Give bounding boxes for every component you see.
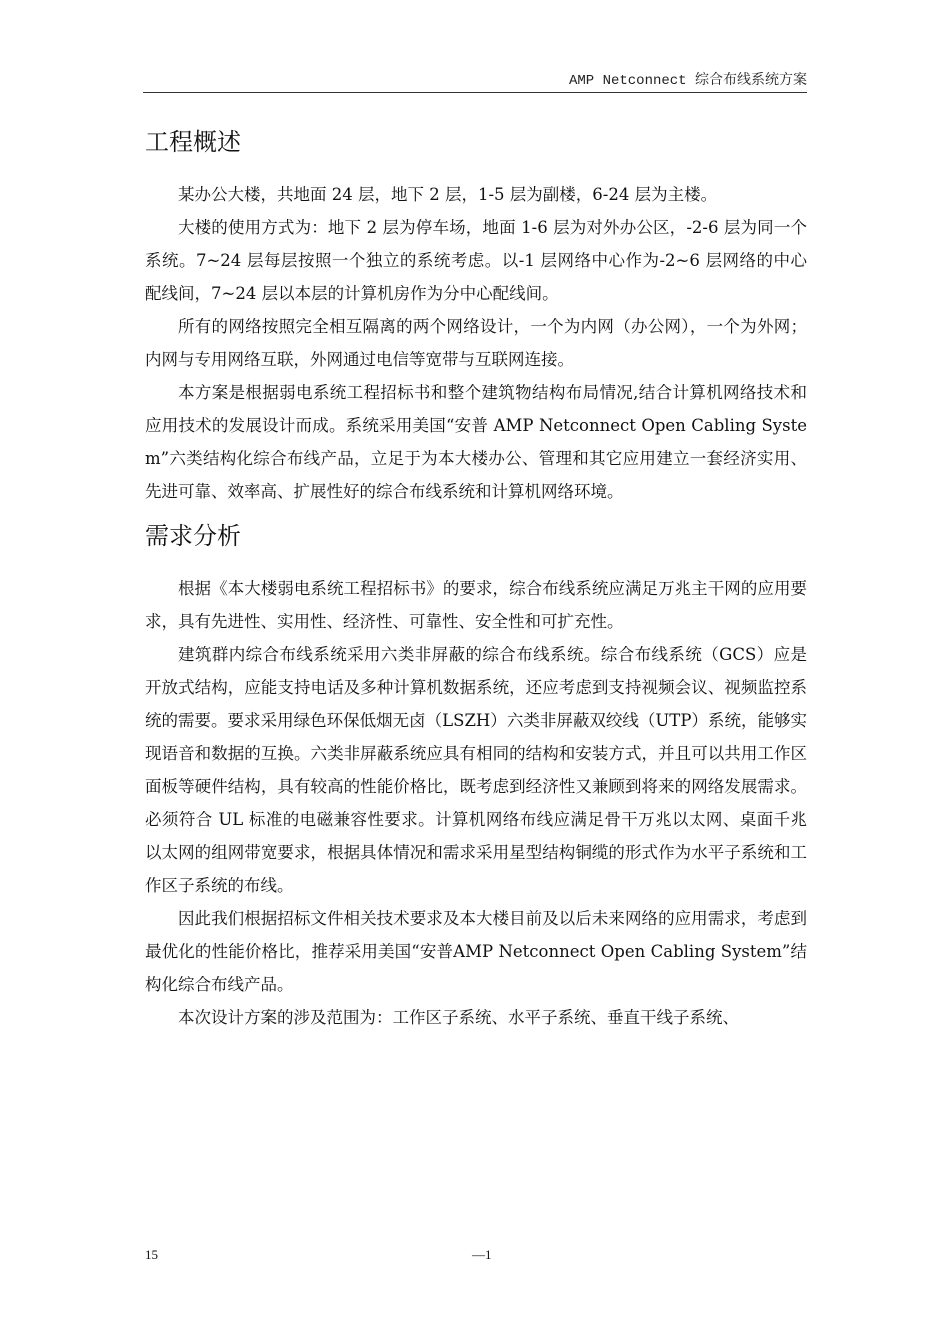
footer-center-number: —1 bbox=[472, 1247, 492, 1262]
paragraph: 大楼的使用方式为：地下 2 层为停车场，地面 1-6 层为对外办公区，-2-6 层为同一个系统。7~24 层每层按照一个独立的系统考虑。以-1 层网络中心作为-2~6 层网络的中心配线间，7~24 层以本层的计算机房作为分中心配线间。 bbox=[145, 218, 807, 303]
document-body bbox=[145, 122, 807, 1034]
section-title-overview: 工程概述 bbox=[145, 128, 241, 156]
section-title-requirements: 需求分析 bbox=[145, 522, 241, 550]
section-gap bbox=[145, 508, 807, 516]
header-rule bbox=[143, 92, 807, 93]
paragraph: 所有的网络按照完全相互隔离的两个网络设计，一个为内网（办公网），一个为外网；内网与专用网络互联，外网通过电信等宽带与互联网连接。 bbox=[145, 317, 807, 369]
paragraph: 本次设计方案的涉及范围为：工作区子系统、水平子系统、垂直干线子系统、 bbox=[178, 1008, 739, 1027]
page-header: AMP Netconnect 综合布线系统方案 bbox=[568, 73, 807, 89]
paragraph: 某办公大楼，共地面 24 层，地下 2 层，1-5 层为副楼，6-24 层为主楼。 bbox=[178, 185, 718, 204]
paragraph: 根据《本大楼弱电系统工程招标书》的要求，综合布线系统应满足万兆主干网的应用要求，具有先进性、实用性、经济性、可靠性、安全性和可扩充性。 bbox=[145, 579, 807, 631]
paragraph: 本方案是根据弱电系统工程招标书和整个建筑物结构布局情况,结合计算机网络技术和应用技术的发展设计而成。系统采用美国“安普 AMP Netconnect Open Cabling System”六类结构化综合布线产品，立足于为本大楼办公、管理和其它应用建立一套经济实用、先进可靠、效率高、扩展性好的综合布线系统和计算机网络环境。 bbox=[145, 383, 807, 501]
paragraph: 因此我们根据招标文件相关技术要求及本大楼目前及以后未来网络的应用需求，考虑到最优化的性能价格比，推荐采用美国“安普AMP Netconnect Open Cabling System”结构化综合布线产品。 bbox=[145, 909, 807, 994]
paragraph: 建筑群内综合布线系统采用六类非屏蔽的综合布线系统。综合布线系统（GCS）应是开放式结构，应能支持电话及多种计算机数据系统，还应考虑到支持视频会议、视频监控系统的需要。要求采用绿色环保低烟无卤（LSZH）六类非屏蔽双绞线（UTP）系统，能够实现语音和数据的互换。六类非屏蔽系统应具有相同的结构和安装方式，并且可以共用工作区面板等硬件结构，具有较高的性能价格比，既考虑到经济性又兼顾到将来的网络发展需求。必须符合 UL 标准的电磁兼容性要求。计算机网络布线应满足骨干万兆以太网、桌面千兆以太网的组网带宽要求，根据具体情况和需求采用星型结构铜缆的形式作为水平子系统和工作区子系统的布线。 bbox=[145, 645, 807, 895]
footer-page-number: 15 bbox=[145, 1247, 158, 1262]
